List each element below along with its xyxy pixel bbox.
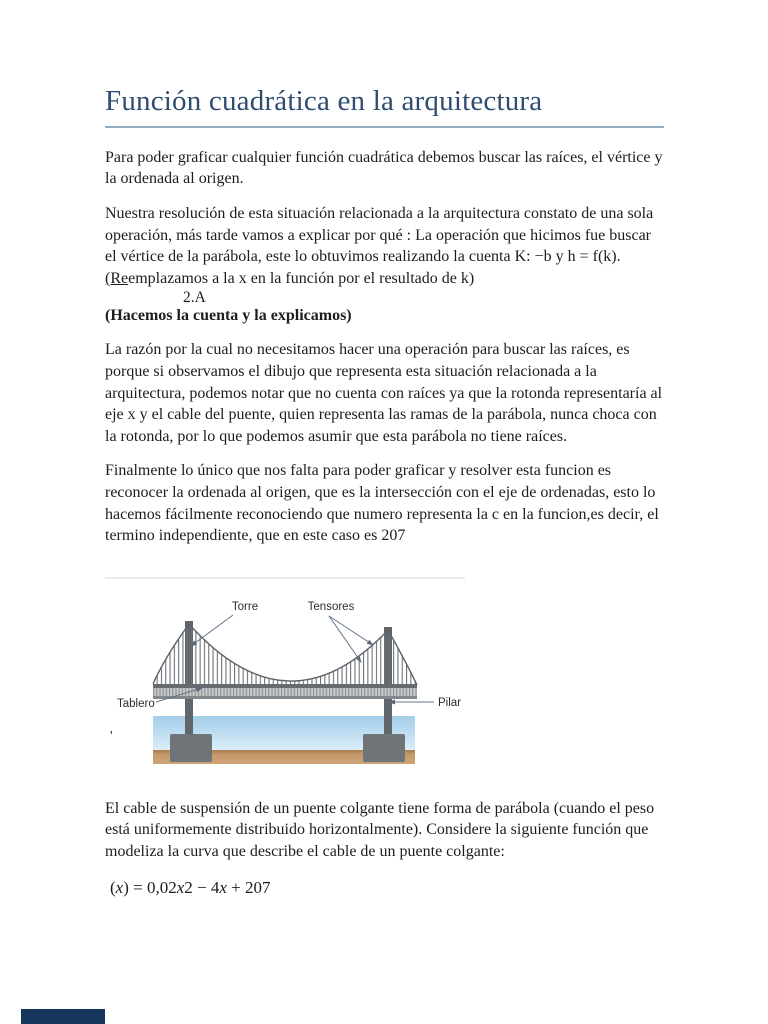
bridge-diagram-svg [105, 577, 473, 769]
formula-open: ( [110, 878, 116, 898]
stray-mark: ' [110, 728, 113, 744]
formula-x1: x [115, 878, 124, 898]
paragraph-ordinate: Finalmente lo único que nos falta para poder graficar y resolver esta funcion es reconocer la ordenada al origen, que es la intersección con el eje de ordenadas, esto lo hacemos fácilmente reconociendo que numero representa la c en la funcion,es decir, el termino independiente, que en este caso es 207 [105, 462, 659, 545]
label-tablero: Tablero [117, 697, 155, 710]
left-foundation [170, 734, 212, 762]
deck-bottom-stripe [153, 696, 417, 699]
tensores-leader-line-1 [329, 616, 361, 662]
paragraph-intro: Para poder graficar cualquier función cuadrática debemos buscar las raíces, el vértice y la ordenada al origen. [105, 148, 663, 188]
title-underline-rule [105, 126, 664, 128]
paragraph-resolution [105, 203, 664, 289]
paragraph-resolution-underlined: (Re [105, 269, 129, 287]
formula-tail: + 207 [226, 878, 271, 898]
deck-body-hatch [153, 688, 417, 696]
deck-top-stripe [153, 684, 417, 688]
right-foundation [363, 734, 405, 762]
bridge-diagram [105, 577, 664, 774]
paragraph-roots: La razón por la cual no necesitamos hacer una operación para buscar las raíces, es porque si observamos el dibujo que representa esta situación relacionada a la arquitectura, podemos notar que no cuenta con raíces ya que la rotonda representaría al eje x y el cable del puente, quien representa las ramas de la parábola, nunca choca con la rotonda, por lo que podemos asumir que esta parábola no tiene raíces. [105, 341, 663, 445]
paragraph-resolution-main: Nuestra resolución de esta situación relacionada a la arquitectura constato de una sola operación, más tarde vamos a explicar por qué : La operación que hicimos fue buscar el vértice de la parábola, este lo obtuvimos realizando la cuenta K: −b y h = f(k). [105, 204, 654, 266]
hanger-cables [153, 624, 417, 685]
formula-mid1: ) = 0,02 [123, 878, 177, 898]
formula-mid2: 2 − 4 [184, 878, 220, 898]
annotation-2a: 2.A [183, 289, 206, 307]
bold-note: (Hacemos la cuenta y la explicamos) [105, 307, 352, 325]
formula-x2: x [176, 878, 185, 898]
formula [105, 877, 664, 899]
label-tensores: Tensores [307, 600, 355, 613]
paragraph-resolution-tail: emplazamos a la x en la función por el resultado de k) [128, 269, 475, 287]
formula-x3: x [219, 878, 227, 898]
label-pilar: Pilar [438, 696, 462, 709]
paragraph-cable: El cable de suspensión de un puente colgante tiene forma de parábola (cuando el peso está uniformemente distribuido horizontalmente). Considere la siguiente función que modeliza la curva que describe el cable de un puente colgante: [105, 799, 655, 860]
torre-leader-line [191, 615, 233, 646]
tensores-leader-line-2 [329, 616, 373, 645]
page-title: Función cuadrática en la arquitectura [105, 85, 543, 117]
footer-accent-bar [21, 1009, 105, 1024]
label-torre: Torre [231, 600, 259, 613]
